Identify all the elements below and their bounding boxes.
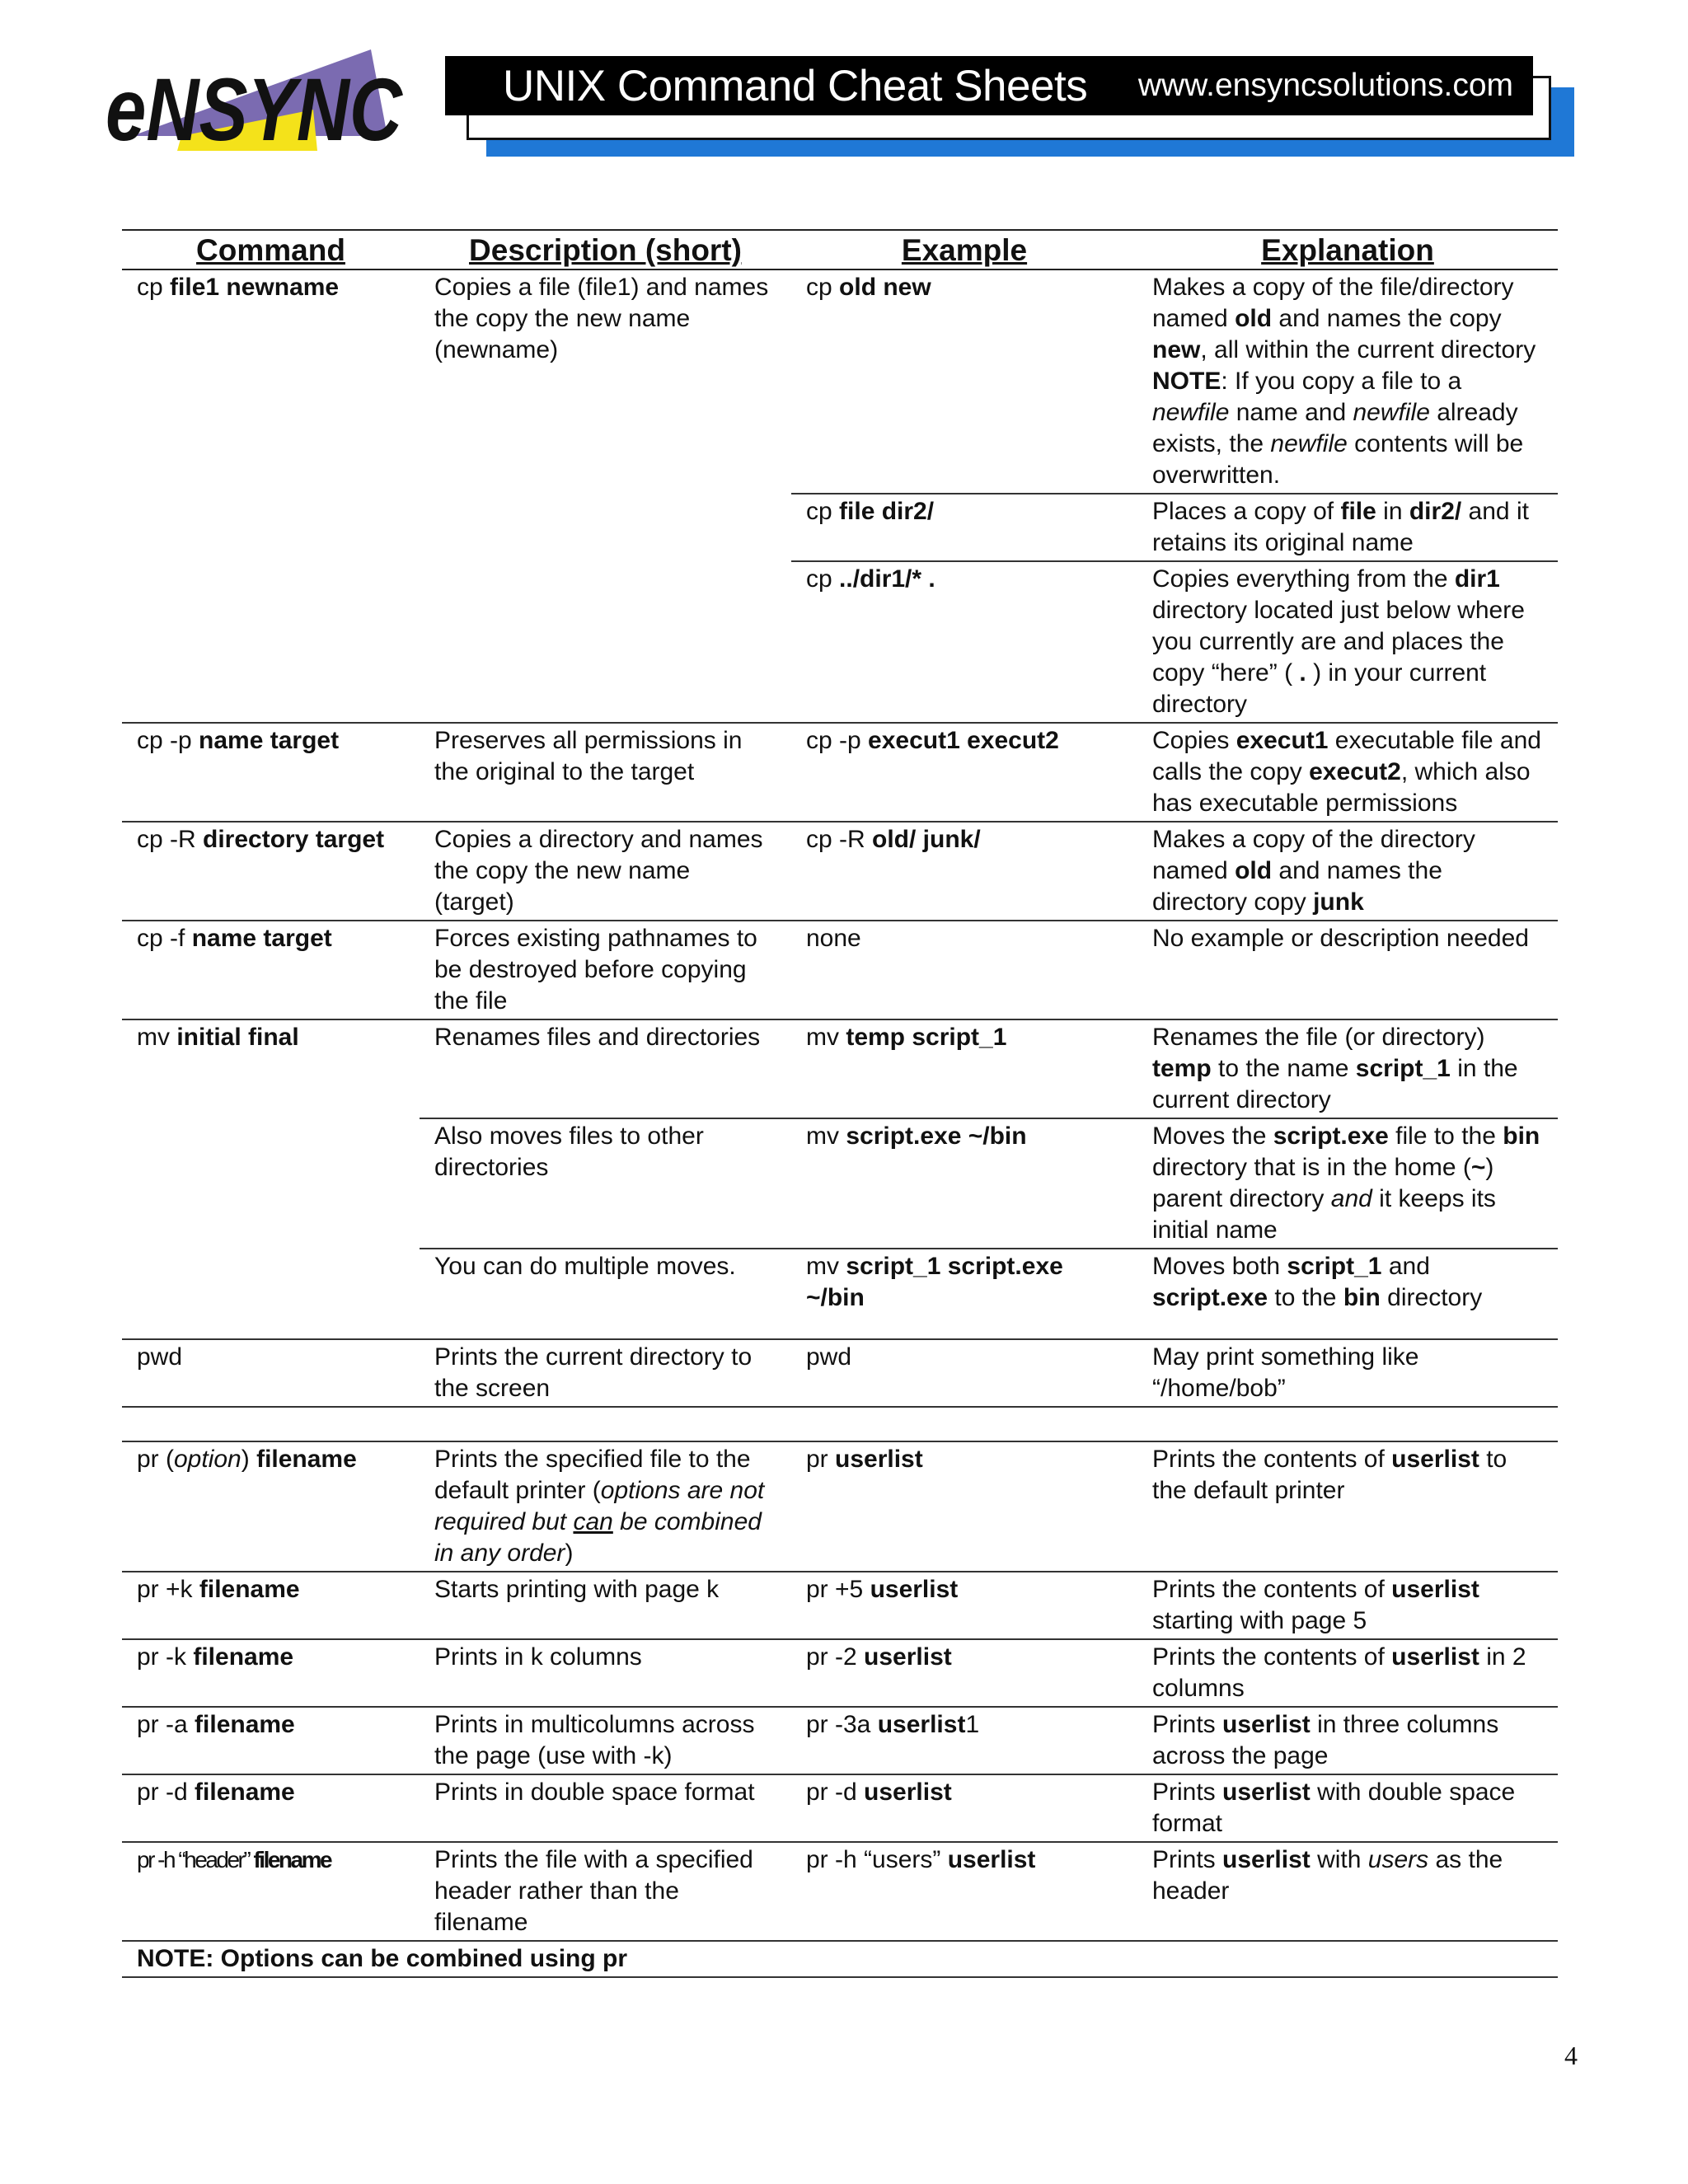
column-header-explanation: Explanation xyxy=(1137,230,1558,269)
example-cell: pwd xyxy=(791,1339,1137,1407)
example-cell: cp -p execut1 execut2 xyxy=(791,723,1137,822)
explanation-cell: Places a copy of file in dir2/ and it retains its original name xyxy=(1137,494,1558,561)
example-cell: pr -2 userlist xyxy=(791,1639,1137,1707)
description-cell: Prints in double space format xyxy=(420,1774,791,1842)
description-cell: Prints the current directory to the screen xyxy=(420,1339,791,1407)
ensync-logo xyxy=(99,45,412,159)
command-cell: pr -a filename xyxy=(122,1707,420,1774)
table-row xyxy=(122,1339,1558,1407)
example-cell: pr +5 userlist xyxy=(791,1572,1137,1639)
table-row xyxy=(122,723,1558,822)
table-row xyxy=(122,1019,1558,1118)
table-spacer-row xyxy=(122,1407,1558,1441)
description-cell: Prints the file with a specified header rather than the filename xyxy=(434,1846,753,1936)
table-note-row xyxy=(122,1941,1558,1977)
example-cell: pr -d userlist xyxy=(791,1774,1137,1842)
command-cell: pr (option) filename xyxy=(122,1441,420,1572)
logo-text: eNSYNC xyxy=(106,59,404,159)
explanation-cell: Copies execut1 executable file and calls the copy execut2, which also has executable permissions xyxy=(1137,723,1558,822)
table-row xyxy=(122,1639,1558,1707)
example-cell: mv temp script_1 xyxy=(791,1019,1137,1118)
command-table xyxy=(122,229,1558,1978)
explanation-cell: Prints the contents of userlist starting with page 5 xyxy=(1137,1572,1558,1639)
column-header-example: Example xyxy=(791,230,1137,269)
explanation-cell: Prints userlist with double space format xyxy=(1137,1774,1558,1842)
column-header-command: Command xyxy=(122,230,420,269)
example-cell: none xyxy=(791,921,1137,1019)
description-cell: Prints in multicolumns across the page (use with -k) xyxy=(420,1707,791,1774)
table-row xyxy=(122,269,1558,494)
example-cell: cp ../dir1/* . xyxy=(791,561,1137,723)
example-cell: cp -R old/ junk/ xyxy=(791,822,1137,921)
description-cell: Prints in k columns xyxy=(420,1639,791,1707)
explanation-cell: Prints the contents of userlist in 2 columns xyxy=(1137,1639,1558,1707)
example-cell: pr userlist xyxy=(791,1441,1137,1572)
explanation-cell: Prints the contents of userlist to the default printer xyxy=(1137,1441,1558,1572)
banner-bar xyxy=(445,56,1533,115)
command-cell: pwd xyxy=(122,1339,420,1407)
website-url: www.ensyncsolutions.com xyxy=(1137,68,1513,103)
table-row xyxy=(122,1572,1558,1639)
table-row xyxy=(122,1842,1558,1941)
example-cell: mv script_1 script.exe ~/bin xyxy=(791,1249,1137,1339)
explanation-cell: Makes a copy of the directory named old and names the directory copy junk xyxy=(1137,822,1558,921)
command-cell: pr -h “header” filename xyxy=(137,1847,331,1872)
description-cell: Renames files and directories xyxy=(420,1019,791,1118)
example-cell: cp old new xyxy=(791,269,1137,494)
command-cell: mv initial final xyxy=(122,1019,420,1339)
explanation-cell: Prints userlist in three columns across the page xyxy=(1137,1707,1558,1774)
table-row xyxy=(122,1774,1558,1842)
description-cell: Copies a file (file1) and names the copy the new name (newname) xyxy=(420,269,791,723)
command-cell: cp -p name target xyxy=(122,723,420,822)
description-cell: Also moves files to other directories xyxy=(420,1118,791,1249)
command-cell: pr -k filename xyxy=(122,1639,420,1707)
column-header-description: Description (short) xyxy=(420,230,791,269)
header-banner xyxy=(445,56,1574,157)
explanation-cell: No example or description needed xyxy=(1137,921,1558,1019)
command-cell: pr +k filename xyxy=(122,1572,420,1639)
explanation-cell: Prints userlist with users as the header xyxy=(1152,1846,1503,1905)
explanation-cell: Renames the file (or directory) temp to the name script_1 in the current directory xyxy=(1137,1019,1558,1118)
page-title: UNIX Command Cheat Sheets xyxy=(503,61,1088,110)
table-row xyxy=(122,822,1558,921)
table-row xyxy=(122,921,1558,1019)
command-cell: cp file1 newname xyxy=(122,269,420,723)
description-cell: You can do multiple moves. xyxy=(420,1249,791,1339)
command-cell: cp -R directory target xyxy=(122,822,420,921)
explanation-cell: Copies everything from the dir1 directory located just below where you currently are and places the copy “here” ( . ) in your current directory xyxy=(1137,561,1558,723)
table-row xyxy=(122,1707,1558,1774)
table-row xyxy=(122,1441,1558,1572)
description-cell: Starts printing with page k xyxy=(420,1572,791,1639)
description-cell: Copies a directory and names the copy the new name (target) xyxy=(420,822,791,921)
table-note: NOTE: Options can be combined using pr xyxy=(122,1941,1558,1977)
description-cell: Prints the specified file to the default printer (options are not required but can be combined in any order) xyxy=(420,1441,791,1572)
example-cell: mv script.exe ~/bin xyxy=(791,1118,1137,1249)
explanation-cell: Moves both script_1 and script.exe to the bin directory xyxy=(1137,1249,1558,1339)
page-number: 4 xyxy=(1564,2041,1578,2070)
explanation-cell: Moves the script.exe file to the bin directory that is in the home (~) parent directory and it keeps its initial name xyxy=(1137,1118,1558,1249)
example-cell: pr -h “users” userlist xyxy=(806,1846,1036,1873)
command-cell: cp -f name target xyxy=(122,921,420,1019)
command-cell: pr -d filename xyxy=(122,1774,420,1842)
table-header-row xyxy=(122,230,1558,269)
explanation-cell: May print something like “/home/bob” xyxy=(1137,1339,1558,1407)
explanation-cell: Makes a copy of the file/directory named old and names the copy new, all within the current directory NOTE: If you copy a file to a newfile name and newfile already exists, the newfile contents will be overwritten. xyxy=(1137,269,1558,494)
example-cell: pr -3a userlist1 xyxy=(791,1707,1137,1774)
description-cell: Preserves all permissions in the original to the target xyxy=(420,723,791,822)
example-cell: cp file dir2/ xyxy=(791,494,1137,561)
description-cell: Forces existing pathnames to be destroyed before copying the file xyxy=(420,921,791,1019)
